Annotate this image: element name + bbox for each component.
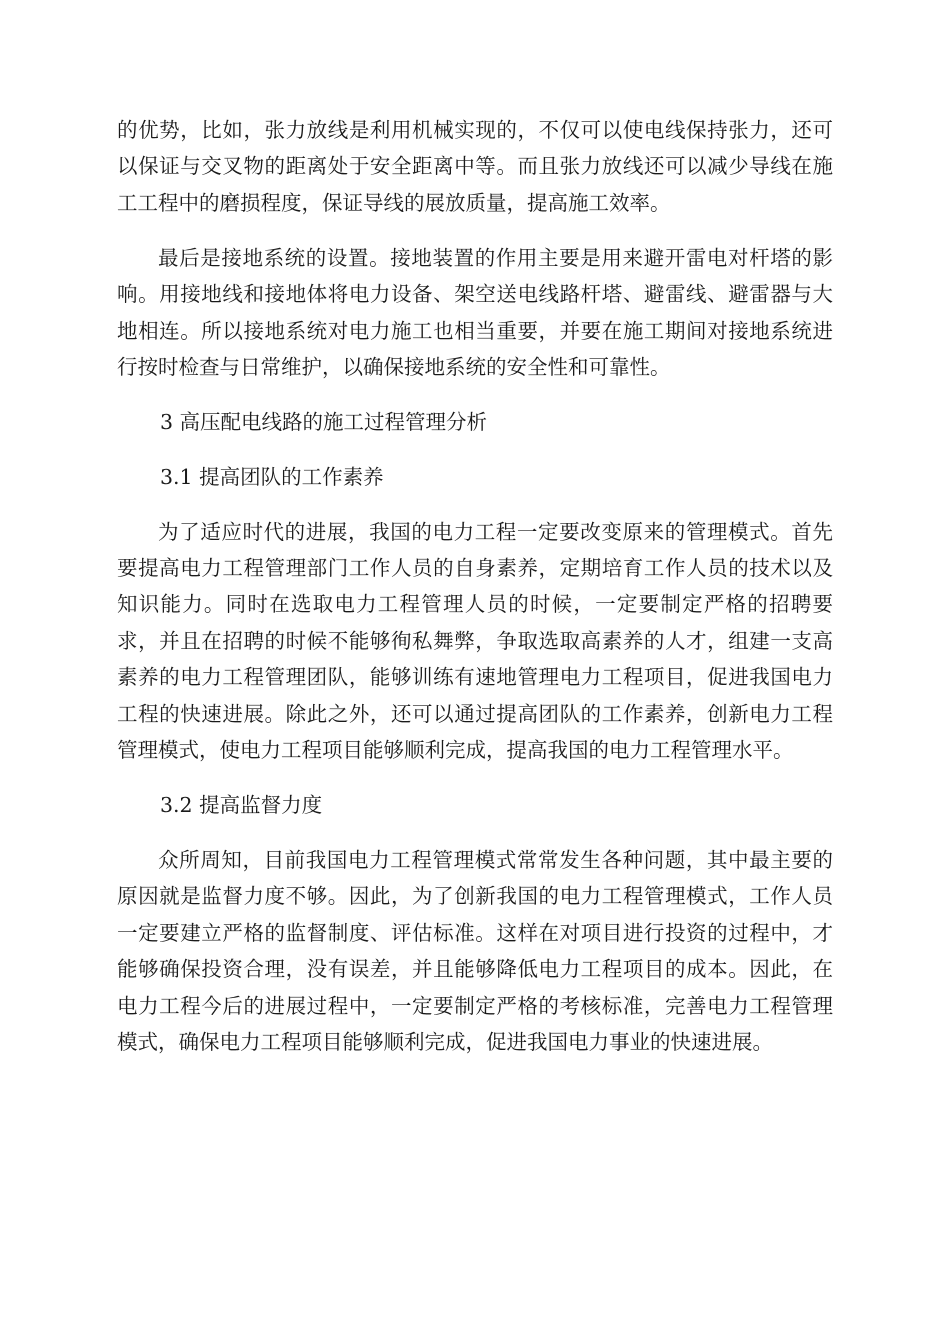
paragraph-tension-stringing: 的优势，比如，张力放线是利用机械实现的，不仅可以使电线保持张力，还可以保证与交叉物的距离处于安全距离中等。而且张力放线还可以减少导线在施工工程中的磨损程度，保证导线的展放质量，提高施工效率。 (117, 118, 833, 215)
document-body (117, 112, 833, 1079)
paragraph-supervision: 众所周知，目前我国电力工程管理模式常常发生各种问题，其中最主要的原因就是监督力度不够。因此，为了创新我国的电力工程管理模式，工作人员一定要建立严格的监督制度、评估标准。这样在对项目进行投资的过程中，才能够确保投资合理，没有误差，并且能够降低电力工程项目的成本。因此，在电力工程今后的进展过程中，一定要制定严格的考核标准，完善电力工程管理模式，确保电力工程项目能够顺利完成，促进我国电力事业的快速进展。 (117, 847, 833, 1054)
paragraph-grounding-system: 最后是接地系统的设置。接地装置的作用主要是用来避开雷电对杆塔的影响。用接地线和接地体将电力设备、架空送电线路杆塔、避雷线、避雷器与大地相连。所以接地系统对电力施工也相当重要，并要在施工期间对接地系统进行按时检查与日常维护，以确保接地系统的安全性和可靠性。 (117, 245, 833, 379)
section-heading-3-1: 3.1 提高团队的工作素养 (160, 464, 384, 489)
section-heading-3: 3 高压配电线路的施工过程管理分析 (160, 409, 488, 434)
section-heading-3-2: 3.2 提高监督力度 (160, 793, 323, 817)
paragraph-team-quality: 为了适应时代的进展，我国的电力工程一定要改变原来的管理模式。首先要提高电力工程管理部门工作人员的自身素养，定期培育工作人员的技术以及知识能力。同时在选取电力工程管理人员的时候，一定要制定严格的招聘要求，并且在招聘的时候不能够徇私舞弊，争取选取高素养的人才，组建一支高素养的电力工程管理团队，能够训练有速地管理电力工程项目，促进我国电力工程的快速进展。除此之外，还可以通过提高团队的工作素养，创新电力工程管理模式，使电力工程项目能够顺利完成，提高我国的电力工程管理水平。 (117, 519, 833, 763)
